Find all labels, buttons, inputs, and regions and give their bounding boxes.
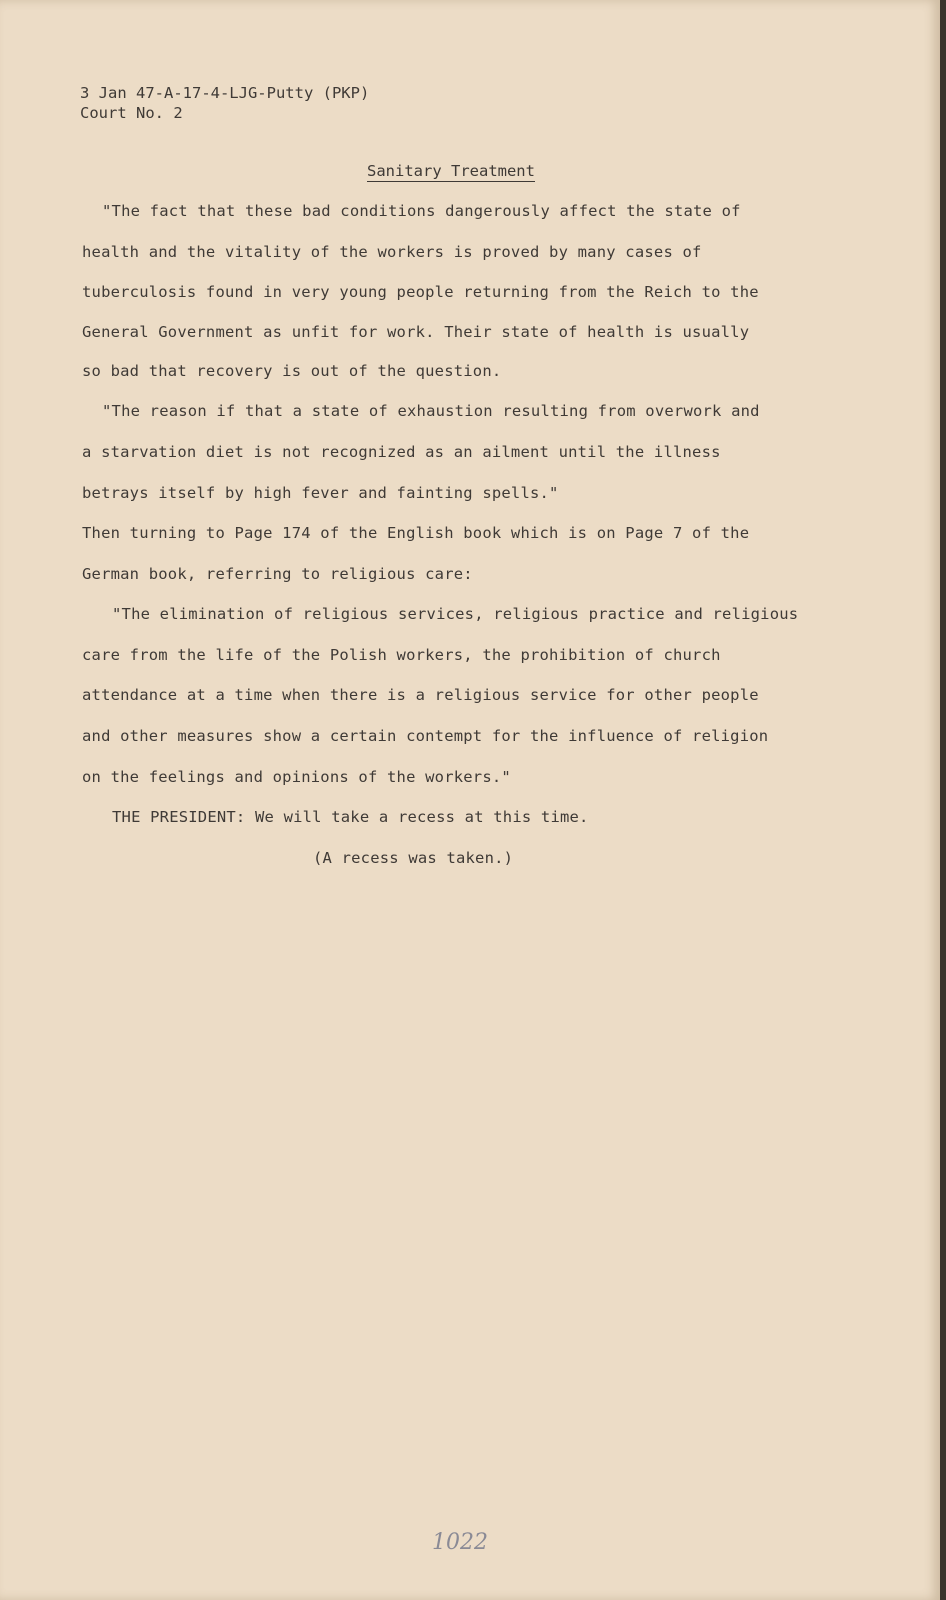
recess-note: (A recess was taken.) (313, 849, 514, 867)
body-line-13: attendance at a time when there is a religious service for other people (82, 686, 759, 704)
body-line-7: a starvation diet is not recognized as an ailment until the illness (82, 443, 721, 461)
body-line-5: so bad that recovery is out of the question. (82, 362, 502, 380)
body-line-8: betrays itself by high fever and fainting spells." (82, 484, 559, 502)
body-line-2: health and the vitality of the workers is proved by many cases of (82, 243, 702, 261)
body-line-11: "The elimination of religious services, religious practice and religious (112, 605, 799, 623)
body-line-12: care from the life of the Polish workers, the prohibition of church (82, 646, 721, 664)
header-reference: 3 Jan 47-A-17-4-LJG-Putty (PKP) (80, 84, 370, 102)
president-statement: THE PRESIDENT: We will take a recess at this time. (112, 808, 589, 826)
handwritten-page-number: 1022 (432, 1530, 488, 1555)
body-line-3: tuberculosis found in very young people returning from the Reich to the (82, 283, 759, 301)
page-edge (940, 0, 946, 1600)
section-title: Sanitary Treatment (367, 162, 535, 180)
body-line-9: Then turning to Page 174 of the English book which is on Page 7 of the (82, 524, 750, 542)
body-line-14: and other measures show a certain contempt for the influence of religion (82, 727, 769, 745)
header-court: Court No. 2 (80, 104, 183, 122)
body-line-10: German book, referring to religious care: (82, 565, 473, 583)
body-line-6: "The reason if that a state of exhaustion resulting from overwork and (102, 402, 760, 420)
body-line-1: "The fact that these bad conditions dangerously affect the state of (102, 202, 741, 220)
body-line-15: on the feelings and opinions of the workers." (82, 768, 511, 786)
body-line-4: General Government as unfit for work. Their state of health is usually (82, 323, 750, 341)
